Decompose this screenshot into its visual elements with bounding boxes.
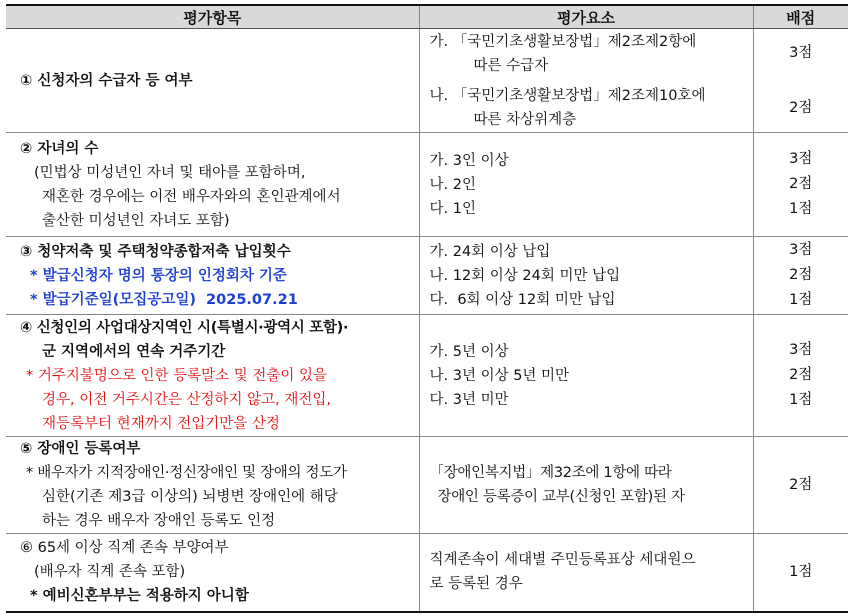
criteria-note: 경우, 이전 거주시간은 산정하지 않고, 재전입, bbox=[42, 391, 331, 408]
header-row bbox=[6, 5, 848, 29]
element-item: 다. 1인 bbox=[429, 200, 476, 217]
scoring-table-container bbox=[6, 4, 848, 613]
score-cell bbox=[753, 29, 848, 133]
element-item-cont: 장애인 등록증이 교부(신청인 포함)된 자 bbox=[437, 489, 685, 505]
row-children-count bbox=[6, 133, 848, 237]
score-cell bbox=[753, 437, 848, 534]
score-value: 2점 bbox=[789, 99, 813, 116]
score-value: 3점 bbox=[789, 151, 813, 167]
element-item: 나. 2인 bbox=[429, 176, 476, 193]
row-recipient-status bbox=[6, 29, 848, 133]
score-cell bbox=[753, 237, 848, 315]
criteria-note: * 예비신혼부부는 적용하지 아니함 bbox=[30, 588, 249, 605]
element-item-cont: 따른 차상위계층 bbox=[473, 111, 577, 128]
criteria-cell bbox=[6, 237, 419, 315]
scoring-table bbox=[6, 4, 848, 613]
criteria-title-cont: 군 지역에서의 연속 거주기간 bbox=[42, 343, 226, 360]
criteria-cell bbox=[6, 437, 419, 534]
elements-cell bbox=[419, 534, 753, 612]
criteria-title: ④ 신청인의 사업대상지역인 시(특별시·광역시 포함)· bbox=[20, 319, 349, 336]
element-item-cont: 로 등록된 경우 bbox=[429, 576, 523, 593]
criteria-title: ③ 청약저축 및 주택청약종합저축 납입횟수 bbox=[20, 243, 291, 260]
criteria-note: 심한(기존 제3급 이상의) 뇌병변 장애인에 해당 bbox=[42, 489, 338, 505]
element-item: 가. 5년 이상 bbox=[429, 343, 509, 360]
criteria-note: 재혼한 경우에는 이전 배우자와의 혼인관계에서 bbox=[42, 188, 341, 205]
element-item: 「장애인복지법」제32조에 1항에 따라 bbox=[429, 465, 672, 481]
element-item: 가. 「국민기초생활보장법」제2조제2항에 bbox=[429, 33, 697, 50]
element-item: 가. 24회 이상 납입 bbox=[429, 243, 551, 260]
criteria-note: * 발급신청자 명의 통장의 인정회차 기준 bbox=[30, 267, 287, 284]
header-score: 배점 bbox=[753, 5, 848, 29]
row-elderly-support bbox=[6, 534, 848, 612]
score-value: 1점 bbox=[789, 392, 813, 408]
criteria-note: 출산한 미성년인 자녀도 포함) bbox=[42, 212, 230, 229]
criteria-note: (배우자 직계 존속 포함) bbox=[34, 564, 186, 581]
criteria-cell bbox=[6, 315, 419, 437]
element-item: 다. 3년 미만 bbox=[429, 391, 509, 408]
score-value: 2점 bbox=[789, 476, 813, 493]
elements-cell bbox=[419, 237, 753, 315]
element-item: 가. 3인 이상 bbox=[429, 152, 509, 169]
row-disability-registration bbox=[6, 437, 848, 534]
score-value: 2점 bbox=[789, 367, 813, 383]
criteria-note: * 배우자가 지적장애인·정신장애인 및 장애의 정도가 bbox=[26, 465, 347, 481]
criteria-title: ⑥ 65세 이상 직계 존속 부양여부 bbox=[20, 540, 229, 557]
criteria-note: 재등록부터 현재까지 전입기만을 산정 bbox=[42, 415, 280, 432]
elements-cell bbox=[419, 437, 753, 534]
score-value: 1점 bbox=[789, 292, 813, 308]
element-item: 직계존속이 세대별 주민등록표상 세대원으 bbox=[429, 552, 696, 569]
score-cell bbox=[753, 315, 848, 437]
elements-cell bbox=[419, 315, 753, 437]
score-value: 3점 bbox=[789, 44, 813, 61]
element-item: 나. 12회 이상 24회 미만 납입 bbox=[429, 267, 621, 284]
criteria-note: * 거주지불명으로 인한 등록말소 및 전출이 있을 bbox=[26, 367, 328, 384]
score-value: 2점 bbox=[789, 267, 813, 283]
element-item: 나. 「국민기초생활보장법」제2조제10호에 bbox=[429, 87, 706, 104]
element-item-cont: 따른 수급자 bbox=[473, 57, 549, 74]
criteria-note: * 발급기준일(모집공고일) 2025.07.21 bbox=[30, 291, 298, 308]
score-value: 2점 bbox=[789, 176, 813, 192]
score-value: 3점 bbox=[789, 342, 813, 358]
elements-cell bbox=[419, 133, 753, 237]
criteria-cell bbox=[6, 534, 419, 612]
element-item: 다. 6회 이상 12회 미만 납입 bbox=[429, 291, 616, 308]
score-value: 1점 bbox=[789, 201, 813, 217]
score-value: 1점 bbox=[789, 563, 813, 580]
element-item: 나. 3년 이상 5년 미만 bbox=[429, 367, 570, 384]
score-cell bbox=[753, 534, 848, 612]
criteria-note: 하는 경우 배우자 장애인 등록도 인정 bbox=[42, 513, 276, 529]
criteria-title: ② 자녀의 수 bbox=[20, 140, 99, 157]
criteria-title: ⑤ 장애인 등록여부 bbox=[20, 441, 141, 457]
score-cell bbox=[753, 133, 848, 237]
header-elements: 평가요소 bbox=[419, 5, 753, 29]
header-criteria: 평가항목 bbox=[6, 5, 419, 29]
row-savings-payments bbox=[6, 237, 848, 315]
criteria-note: (민법상 미성년인 자녀 및 태아를 포함하며, bbox=[34, 164, 306, 181]
row-residence-period bbox=[6, 315, 848, 437]
criteria-cell bbox=[6, 29, 419, 133]
score-value: 3점 bbox=[789, 242, 813, 258]
criteria-title: ① 신청자의 수급자 등 여부 bbox=[20, 72, 193, 89]
elements-cell bbox=[419, 29, 753, 133]
criteria-cell bbox=[6, 133, 419, 237]
